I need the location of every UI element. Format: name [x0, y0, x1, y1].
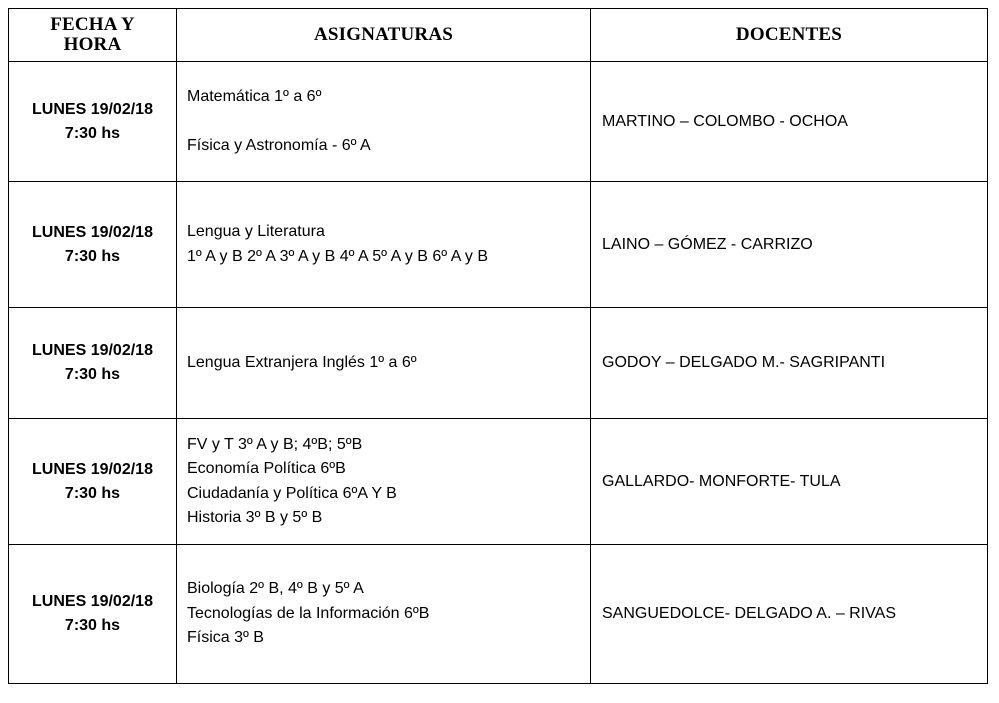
exam-date: LUNES 19/02/18	[32, 100, 153, 118]
exam-time: 7:30 hs	[64, 247, 121, 265]
subject-line: Lengua Extranjera Inglés 1º a 6º	[187, 353, 417, 371]
teachers-cell: GALLARDO- MONFORTE- TULA	[591, 419, 988, 545]
exam-time: 7:30 hs	[64, 366, 121, 383]
subjects-cell	[177, 545, 591, 684]
header-date-line2: HORA	[63, 34, 122, 55]
teachers-cell: MARTINO – COLOMBO - OCHOA	[591, 62, 988, 182]
table-row	[9, 62, 988, 182]
date-time-cell	[9, 308, 177, 419]
subject-line: Economía Política 6ºB	[187, 460, 346, 477]
subject-line: Historia 3º B y 5º B	[187, 509, 323, 526]
exam-date: LUNES 19/02/18	[32, 223, 153, 241]
subjects-cell	[177, 62, 591, 182]
subject-line: Ciudadanía y Política 6ºA Y B	[187, 484, 397, 502]
subjects-cell	[177, 182, 591, 308]
subject-line: Física y Astronomía - 6º A	[187, 136, 371, 154]
subject-spacer	[187, 110, 590, 134]
exam-schedule-table	[8, 8, 988, 684]
exam-time: 7:30 hs	[64, 617, 121, 634]
table-row	[9, 545, 988, 684]
subjects-cell	[177, 419, 591, 545]
exam-date: LUNES 19/02/18	[32, 342, 153, 359]
subject-line: Matemática 1º a 6º	[187, 88, 322, 105]
date-time-cell	[9, 182, 177, 308]
exam-date: LUNES 19/02/18	[32, 593, 153, 610]
date-time-cell	[9, 419, 177, 545]
header-teachers: DOCENTES	[591, 9, 988, 62]
subjects-cell	[177, 308, 591, 419]
header-row	[9, 9, 988, 62]
date-time-cell	[9, 62, 177, 182]
subject-line: 1º A y B 2º A 3º A y B 4º A 5º A y B 6º A y B	[187, 247, 489, 265]
table-row	[9, 419, 988, 545]
table-row	[9, 182, 988, 308]
subject-line: Tecnologías de la Información 6ºB	[187, 604, 430, 622]
teachers-cell: LAINO – GÓMEZ - CARRIZO	[591, 182, 988, 308]
table-row	[9, 308, 988, 419]
header-subjects: ASIGNATURAS	[177, 9, 591, 62]
exam-time: 7:30 hs	[64, 124, 121, 142]
subject-line: Física 3º B	[187, 629, 264, 647]
teachers-cell: SANGUEDOLCE- DELGADO A. – RIVAS	[591, 545, 988, 684]
header-date-time	[9, 9, 177, 62]
subject-line: Biología 2º B, 4º B y 5º A	[187, 580, 364, 598]
exam-time: 7:30 hs	[64, 484, 121, 502]
exam-date: LUNES 19/02/18	[32, 460, 153, 478]
subject-line: Lengua y Literatura	[187, 223, 325, 240]
subject-line: FV y T 3º A y B; 4ºB; 5ºB	[187, 435, 363, 453]
header-date-line1: FECHA Y	[50, 14, 135, 35]
date-time-cell	[9, 545, 177, 684]
teachers-cell: GODOY – DELGADO M.- SAGRIPANTI	[591, 308, 988, 419]
